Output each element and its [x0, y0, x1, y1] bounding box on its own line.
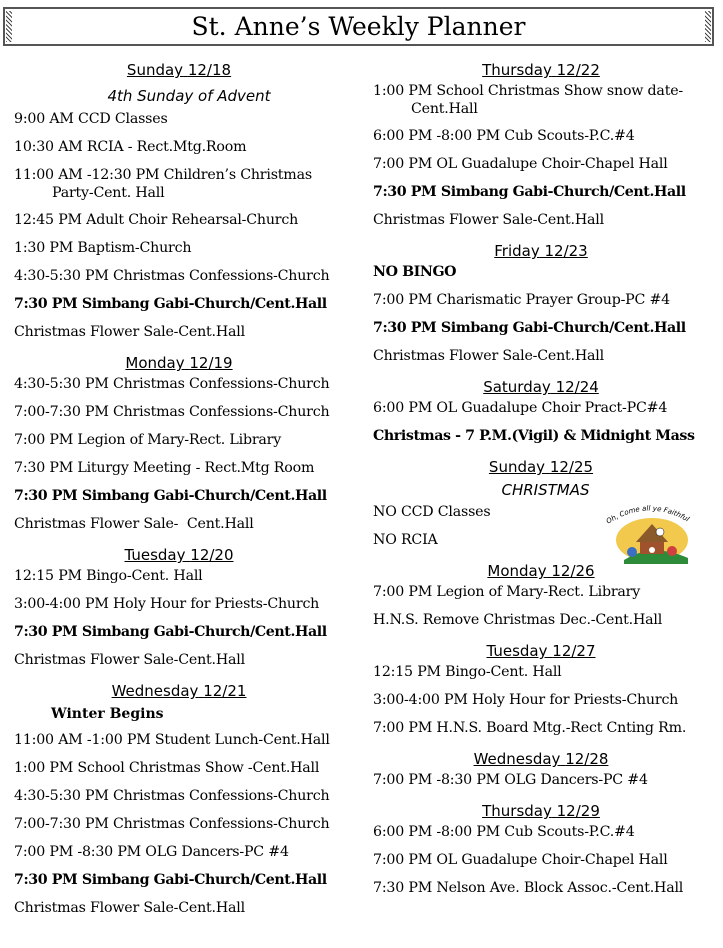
event: Christmas Flower Sale- Cent.Hall: [14, 516, 254, 532]
event: 7:30 PM Simbang Gabi-Church/Cent.Hall: [14, 624, 327, 640]
day-heading: Thursday 12/29: [482, 802, 600, 820]
event: 6:00 PM OL Guadalupe Choir Pract-PC#4: [373, 400, 668, 416]
event: 9:00 AM CCD Classes: [14, 111, 168, 127]
event: 7:30 PM Liturgy Meeting - Rect.Mtg Room: [14, 460, 315, 476]
event: NO CCD Classes: [373, 504, 491, 520]
event: 11:00 AM -1:00 PM Student Lunch-Cent.Hall: [14, 732, 330, 748]
event: 7:00 PM OL Guadalupe Choir-Chapel Hall: [373, 852, 668, 868]
event: 7:00-7:30 PM Christmas Confessions-Church: [14, 404, 330, 420]
left-column: [14, 58, 364, 927]
event: 7:00 PM Legion of Mary-Rect. Library: [14, 432, 282, 448]
day-note: 4th Sunday of Advent: [107, 87, 271, 105]
day-heading: Wednesday 12/21: [111, 682, 247, 700]
event: 12:15 PM Bingo-Cent. Hall: [14, 568, 203, 584]
event: 7:00 PM OL Guadalupe Choir-Chapel Hall: [373, 156, 668, 172]
logo-text: Oh, Come all ye Faithful: [604, 504, 691, 526]
event: 11:00 AM -12:30 PM Children’s Christmas Party-Cent. Hall: [14, 167, 312, 201]
event: 12:45 PM Adult Choir Rehearsal-Church: [14, 212, 299, 228]
event: 7:00 PM -8:30 PM OLG Dancers-PC #4: [14, 844, 289, 860]
event: 3:00-4:00 PM Holy Hour for Priests-Church: [373, 692, 679, 708]
event: Christmas Flower Sale-Cent.Hall: [373, 348, 604, 364]
event: 1:00 PM School Christmas Show snow date- Cent.Hall: [373, 83, 683, 117]
day-heading: Sunday 12/25: [488, 458, 594, 476]
page-title-text: St. Anne’s Weekly Planner: [191, 12, 526, 41]
event: 7:00-7:30 PM Christmas Confessions-Church: [14, 816, 330, 832]
event: 6:00 PM -8:00 PM Cub Scouts-P.C.#4: [373, 128, 635, 144]
event: Christmas Flower Sale-Cent.Hall: [373, 212, 604, 228]
nativity-logo-icon: [602, 502, 694, 564]
event: 7:00 PM Charismatic Prayer Group-PC #4: [373, 292, 670, 308]
event: Christmas Flower Sale-Cent.Hall: [14, 900, 245, 916]
day-note: Winter Begins: [51, 706, 164, 722]
day-heading: Wednesday 12/28: [473, 750, 609, 768]
event: 7:30 PM Simbang Gabi-Church/Cent.Hall: [14, 872, 327, 888]
event: Christmas Flower Sale-Cent.Hall: [14, 652, 245, 668]
event: Christmas Flower Sale-Cent.Hall: [14, 324, 245, 340]
event: 7:30 PM Simbang Gabi-Church/Cent.Hall: [373, 184, 686, 200]
event: 7:30 PM Simbang Gabi-Church/Cent.Hall: [14, 296, 327, 312]
day-heading: Monday 12/26: [487, 562, 595, 580]
event: 7:00 PM H.N.S. Board Mtg.-Rect Cnting Rm.: [373, 720, 687, 736]
day-heading: Sunday 12/18: [126, 61, 232, 79]
event: NO BINGO: [373, 264, 457, 280]
page-title: [3, 7, 714, 46]
event: 4:30-5:30 PM Christmas Confessions-Church: [14, 788, 330, 804]
event: 6:00 PM -8:00 PM Cub Scouts-P.C.#4: [373, 824, 635, 840]
event: 1:00 PM School Christmas Show -Cent.Hall: [14, 760, 320, 776]
day-heading: Monday 12/19: [125, 354, 233, 372]
event: 4:30-5:30 PM Christmas Confessions-Church: [14, 268, 330, 284]
event: 10:30 AM RCIA - Rect.Mtg.Room: [14, 139, 247, 155]
day-heading: Friday 12/23: [494, 242, 588, 260]
event: 7:30 PM Nelson Ave. Block Assoc.-Cent.Hall: [373, 880, 684, 896]
day-heading: Tuesday 12/20: [124, 546, 234, 564]
event: 7:00 PM -8:30 PM OLG Dancers-PC #4: [373, 772, 648, 788]
day-heading: Saturday 12/24: [483, 378, 599, 396]
day-heading: Thursday 12/22: [482, 61, 600, 79]
right-column: [373, 58, 718, 907]
event: Christmas - 7 P.M.(Vigil) & Midnight Mass: [373, 428, 695, 444]
event: 1:30 PM Baptism-Church: [14, 240, 192, 256]
event: 7:00 PM Legion of Mary-Rect. Library: [373, 584, 641, 600]
event: H.N.S. Remove Christmas Dec.-Cent.Hall: [373, 612, 663, 628]
event: 7:30 PM Simbang Gabi-Church/Cent.Hall: [14, 488, 327, 504]
event: 3:00-4:00 PM Holy Hour for Priests-Church: [14, 596, 320, 612]
day-note: CHRISTMAS: [501, 481, 590, 499]
event: 4:30-5:30 PM Christmas Confessions-Church: [14, 376, 330, 392]
event: NO RCIA: [373, 532, 438, 548]
event: 7:30 PM Simbang Gabi-Church/Cent.Hall: [373, 320, 686, 336]
event: 12:15 PM Bingo-Cent. Hall: [373, 664, 562, 680]
day-heading: Tuesday 12/27: [486, 642, 596, 660]
